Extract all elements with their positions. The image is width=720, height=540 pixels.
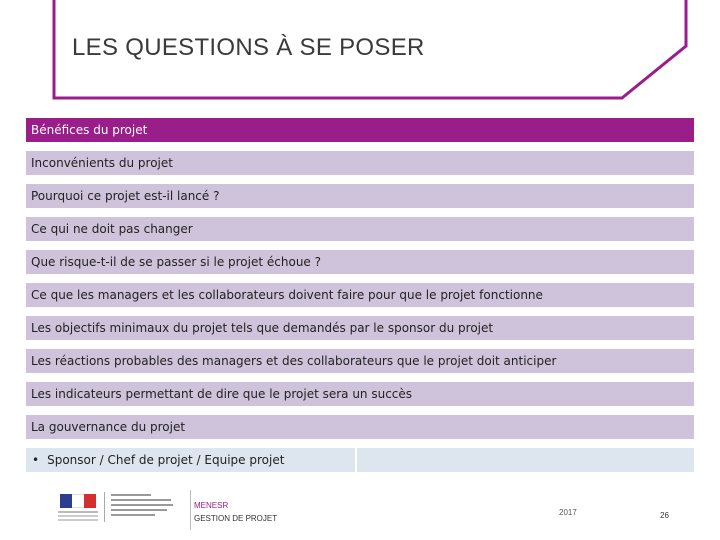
table-row: Les objectifs minimaux du projet tels que demandés par le sponsor du projet: [26, 316, 694, 340]
footer-org: MENESR: [194, 501, 229, 510]
footer-divider: [190, 490, 191, 530]
table-row: Que risque-t-il de se passer si le projet échoue ?: [26, 250, 694, 274]
table-row: Pourquoi ce projet est-il lancé ?: [26, 184, 694, 208]
footer-department: GESTION DE PROJET: [194, 514, 278, 523]
table-cell-empty: [357, 448, 694, 472]
bullet-icon: •: [32, 453, 40, 467]
roles-text: Sponsor / Chef de projet / Equipe projet: [47, 453, 285, 467]
slide-footer: [0, 480, 720, 540]
table-header-row: Bénéfices du projet: [26, 118, 694, 142]
page-number: 26: [660, 511, 669, 520]
footer-year: 2017: [559, 508, 577, 517]
table-row: La gouvernance du projet: [26, 415, 694, 439]
table-cell-roles: [26, 448, 357, 472]
table-row: Ce que les managers et les collaborateurs doivent faire pour que le projet fonctionne: [26, 283, 694, 307]
table-row: Ce qui ne doit pas changer: [26, 217, 694, 241]
ministry-logo: [54, 490, 184, 524]
questions-table: [26, 118, 694, 481]
table-row: Les indicateurs permettant de dire que le projet sera un succès: [26, 382, 694, 406]
table-row: Les réactions probables des managers et des collaborateurs que le projet doit anticiper: [26, 349, 694, 373]
table-row: Inconvénients du projet: [26, 151, 694, 175]
ministry-name-icon: [111, 494, 173, 516]
table-row-governance-detail: [26, 448, 694, 472]
slide-title: LES QUESTIONS À SE POSER: [72, 34, 425, 61]
marianne-logo-icon: [54, 490, 100, 524]
